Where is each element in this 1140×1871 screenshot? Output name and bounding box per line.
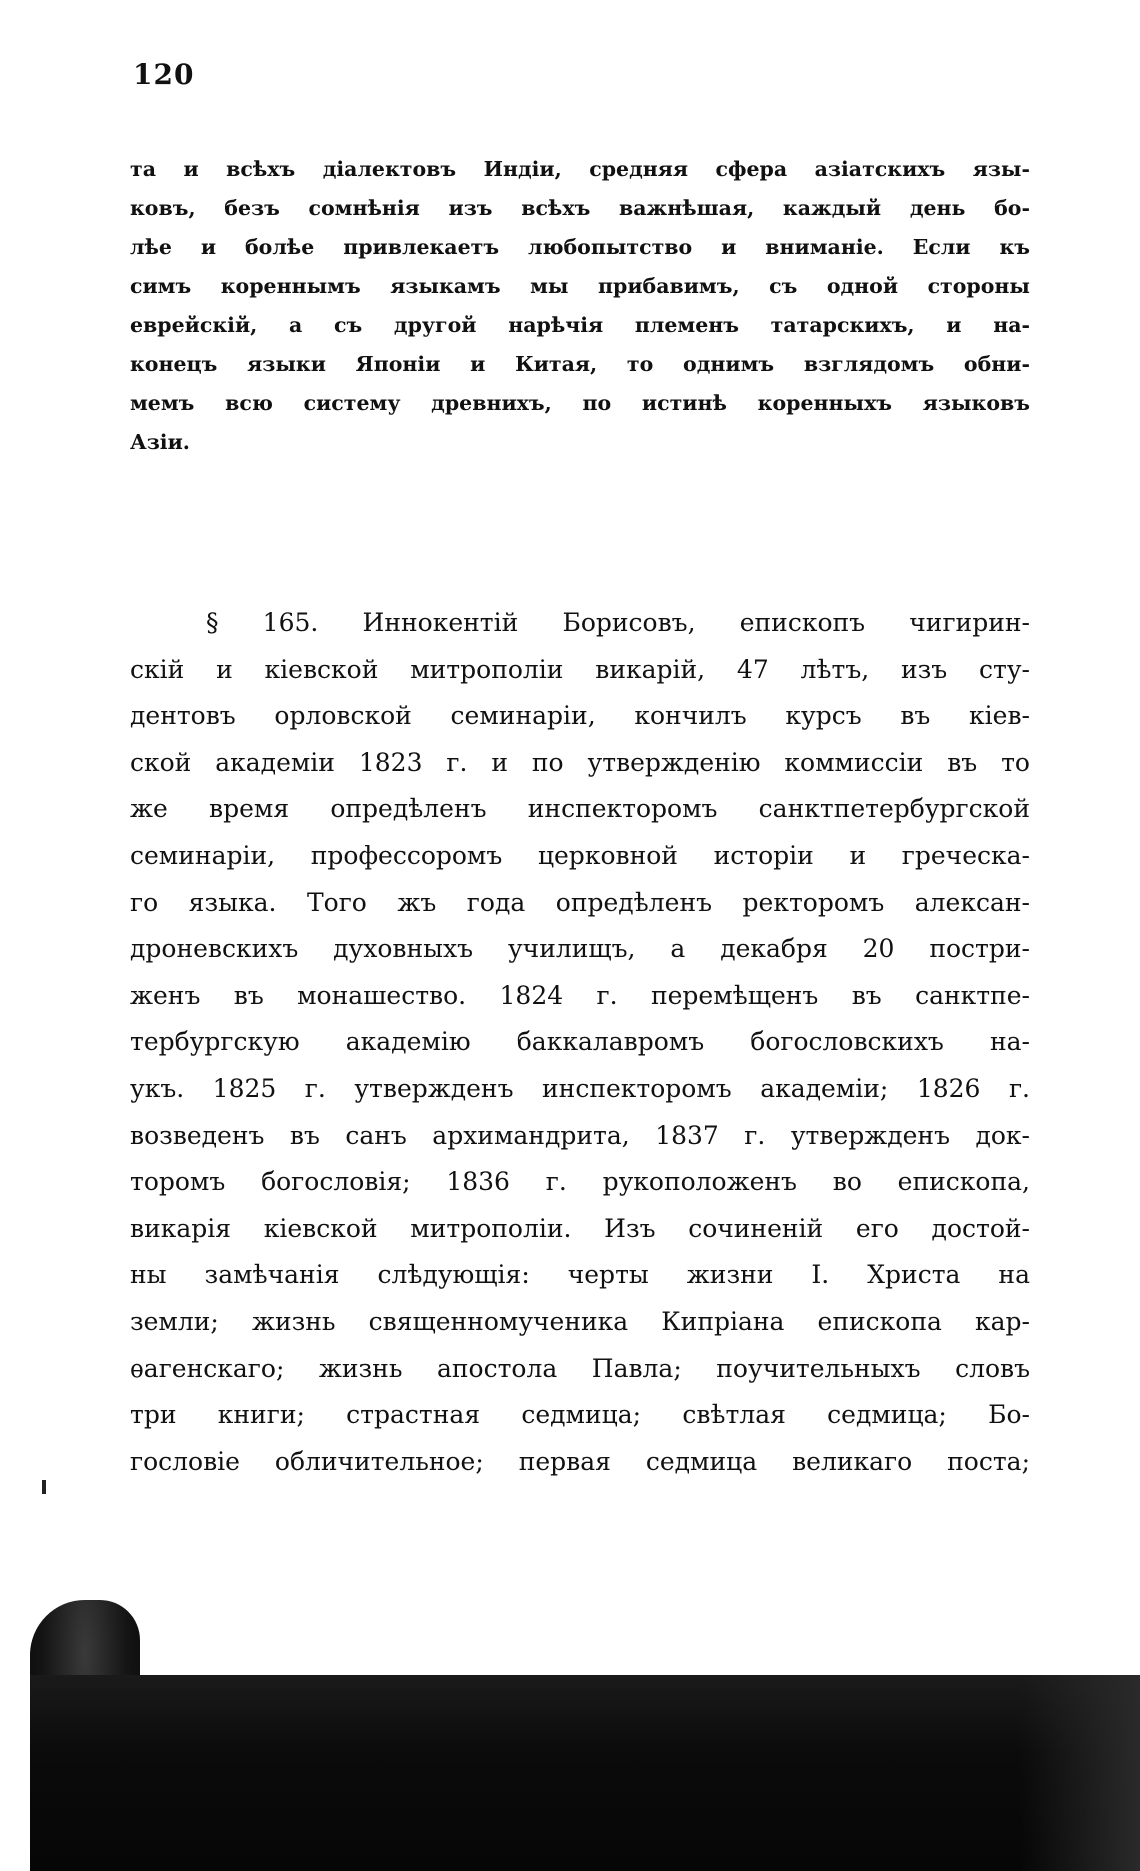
text-line: укъ. 1825 г. утвержденъ инспекторомъ академіи; 1826 г. xyxy=(130,1073,1030,1103)
text-line: еврейскій, а съ другой нарѣчія племенъ татарскихъ, и на- xyxy=(130,313,1030,337)
text-line: скій и кіевской митрополіи викарій, 47 лѣтъ, изъ сту- xyxy=(130,654,1030,684)
text-line: дентовъ орловской семинаріи, кончилъ курсъ въ кіев- xyxy=(130,701,1030,731)
text-line: Азіи. xyxy=(130,430,190,454)
text-line: ны замѣчанія слѣдующія: черты жизни І. Христа на xyxy=(130,1260,1030,1290)
text-line: семинаріи, профессоромъ церковной исторіи и греческа- xyxy=(130,840,1030,870)
scan-artifact-dark-band xyxy=(30,1675,1140,1871)
text-line: ѳагенскаго; жизнь апостола Павла; поучительныхъ словъ xyxy=(130,1353,1030,1383)
text-line: тербургскую академію баккалавромъ богословскихъ на- xyxy=(130,1027,1030,1057)
text-line: го языка. Того жъ года опредѣленъ ректоромъ алексан- xyxy=(130,887,1030,917)
margin-mark xyxy=(42,1480,46,1494)
scan-artifact-edge xyxy=(1020,1675,1140,1871)
text-line: дроневскихъ духовныхъ училищъ, а декабря 20 постри- xyxy=(130,934,1030,964)
text-line: же время опредѣленъ инспекторомъ санктпетербургской xyxy=(130,794,1030,824)
text-line: возведенъ въ санъ архимандрита, 1837 г. утвержденъ док- xyxy=(130,1120,1030,1150)
paragraph-languages xyxy=(130,150,1030,462)
text-line: мемъ всю систему древнихъ, по истинѣ коренныхъ языковъ xyxy=(130,391,1030,415)
text-line: симъ кореннымъ языкамъ мы прибавимъ, съ одной стороны xyxy=(130,274,1030,298)
text-line: ской академіи 1823 г. и по утвержденію коммиссіи въ то xyxy=(130,747,1030,777)
text-line: торомъ богословія; 1836 г. рукоположенъ во епископа, xyxy=(130,1167,1030,1197)
paragraph-section-165 xyxy=(130,600,1030,1485)
text-line: женъ въ монашество. 1824 г. перемѣщенъ въ санктпе- xyxy=(130,980,1030,1010)
text-line: та и всѣхъ діалектовъ Индіи, средняя сфера азіатскихъ язы- xyxy=(130,157,1030,181)
text-line: земли; жизнь священномученика Кипріана епископа кар- xyxy=(130,1306,1030,1336)
text-line: ковъ, безъ сомнѣнія изъ всѣхъ важнѣшая, каждый день бо- xyxy=(130,196,1030,220)
text-line: гословіе обличительное; первая седмица великаго поста; xyxy=(130,1446,1030,1476)
section-heading-line: § 165. Иннокентій Борисовъ, епископъ чигирин- xyxy=(206,608,1030,637)
text-line: лѣе и болѣе привлекаетъ любопытство и вниманіе. Если къ xyxy=(130,235,1030,259)
text-line: три книги; страстная седмица; свѣтлая седмица; Бо- xyxy=(130,1400,1030,1430)
text-line: конецъ языки Японіи и Китая, то однимъ взглядомъ обни- xyxy=(130,352,1030,376)
text-line: викарія кіевской митрополіи. Изъ сочиненій его достой- xyxy=(130,1213,1030,1243)
page-number: 120 xyxy=(133,58,195,91)
